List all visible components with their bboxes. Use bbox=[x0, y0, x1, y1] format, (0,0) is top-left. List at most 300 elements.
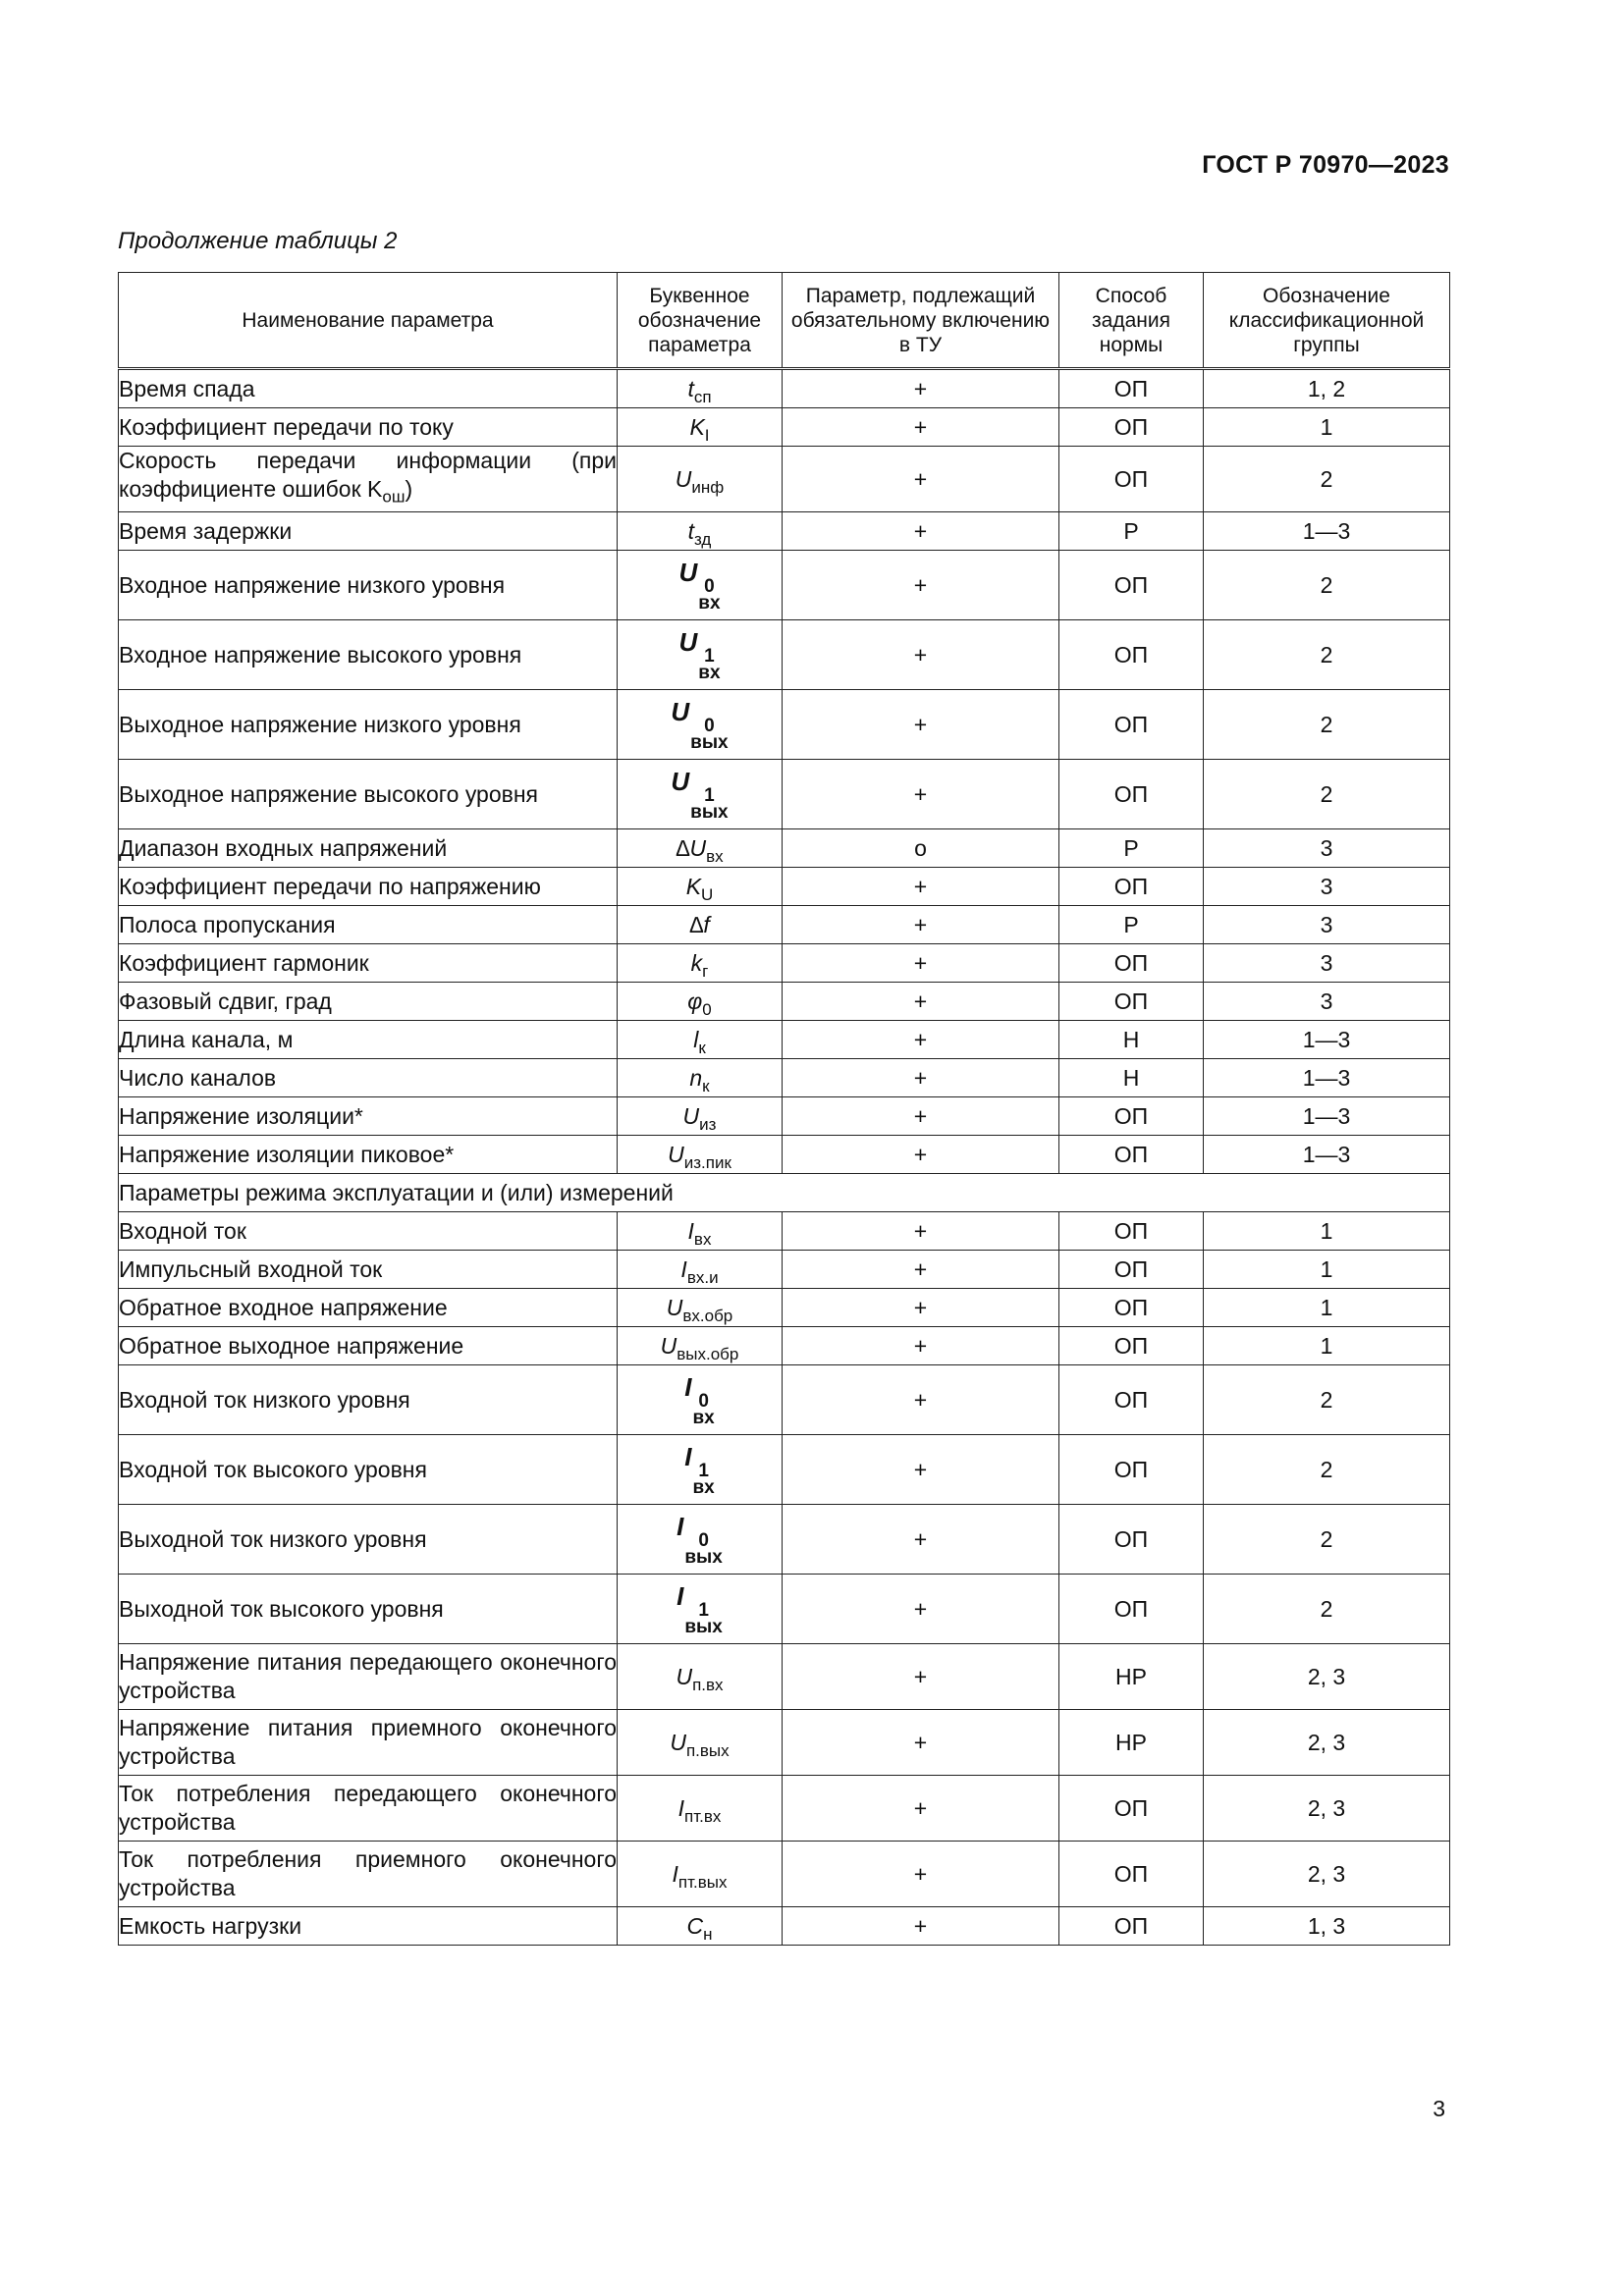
parameter-name: Емкость нагрузки bbox=[119, 1912, 302, 1939]
symbol-subscript: вх bbox=[706, 846, 724, 866]
symbol-subscript: сп bbox=[693, 387, 712, 406]
symbol-letter: I bbox=[672, 1860, 678, 1887]
letter-symbol bbox=[690, 949, 709, 981]
column-header: Наименование параметра bbox=[119, 273, 618, 369]
cell-class-group: 2, 3 bbox=[1204, 1644, 1450, 1710]
cell-norm-method: Р bbox=[1059, 512, 1204, 551]
symbol-subscript: вх.обр bbox=[682, 1306, 733, 1325]
parameter-name: Входной ток низкого уровня bbox=[119, 1386, 410, 1413]
cell-name bbox=[119, 1327, 618, 1365]
cell-symbol bbox=[618, 1289, 783, 1327]
cell-class-group: 2 bbox=[1204, 760, 1450, 829]
cell-norm-method: ОП bbox=[1059, 760, 1204, 829]
cell-class-group: 1—3 bbox=[1204, 1097, 1450, 1136]
cell-symbol bbox=[618, 690, 783, 760]
letter-symbol bbox=[676, 834, 724, 866]
cell-required: + bbox=[783, 690, 1059, 760]
parameter-name: Напряжение изоляции пиковое* bbox=[119, 1141, 455, 1167]
symbol-letter: U bbox=[678, 558, 698, 588]
cell-required: + bbox=[783, 944, 1059, 983]
symbol-subscript: вх bbox=[698, 662, 721, 683]
column-header: Параметр, подлежащий обязательному включению в ТУ bbox=[783, 273, 1059, 369]
table-row bbox=[119, 1644, 1450, 1710]
symbol-letter: I bbox=[677, 1512, 684, 1542]
cell-class-group: 1 bbox=[1204, 408, 1450, 447]
letter-symbol bbox=[666, 1294, 733, 1325]
cell-norm-method: ОП bbox=[1059, 868, 1204, 906]
letter-symbol bbox=[686, 1912, 713, 1944]
cell-symbol bbox=[618, 1776, 783, 1842]
letter-symbol bbox=[675, 465, 725, 497]
symbol-subscript: 0 bbox=[702, 999, 712, 1019]
symbol-letter: U bbox=[678, 627, 698, 658]
symbol-subscript: п.вх bbox=[692, 1675, 724, 1694]
cell-class-group: 2 bbox=[1204, 690, 1450, 760]
table-row bbox=[119, 1289, 1450, 1327]
parameter-name: Время задержки bbox=[119, 517, 293, 544]
cell-name bbox=[119, 1059, 618, 1097]
letter-symbol bbox=[687, 988, 712, 1019]
cell-class-group: 3 bbox=[1204, 944, 1450, 983]
symbol-letter: K bbox=[685, 873, 702, 899]
cell-name bbox=[119, 1710, 618, 1776]
parameter-name: Число каналов bbox=[119, 1064, 277, 1091]
cell-symbol bbox=[618, 408, 783, 447]
parameter-name: Выходное напряжение высокого уровня bbox=[119, 780, 539, 807]
symbol-letter: U bbox=[666, 1294, 683, 1320]
cell-name bbox=[119, 1907, 618, 1946]
parameter-name: Обратное входное напряжение bbox=[119, 1294, 448, 1320]
symbol-subscript: г bbox=[702, 961, 709, 981]
table-row bbox=[119, 760, 1450, 829]
symbol-subscript: пт.вх bbox=[684, 1806, 722, 1826]
cell-required: + bbox=[783, 1710, 1059, 1776]
symbol-subscript: вх bbox=[698, 592, 721, 614]
symbol-subscript: вых.обр bbox=[677, 1344, 739, 1363]
cell-required: + bbox=[783, 868, 1059, 906]
cell-required: + bbox=[783, 1505, 1059, 1575]
parameter-name: Коэффициент передачи по току bbox=[119, 413, 454, 440]
cell-required: + bbox=[783, 1097, 1059, 1136]
symbol-subscript: вых bbox=[684, 1546, 723, 1568]
parameter-name: Ток потребления приемного оконечного устройства bbox=[119, 1846, 617, 1900]
symbol-subscript: из bbox=[699, 1114, 717, 1134]
cell-symbol bbox=[618, 1251, 783, 1289]
cell-norm-method: ОП bbox=[1059, 944, 1204, 983]
parameter-name: Ток потребления передающего оконечного устройства bbox=[119, 1781, 617, 1835]
table-row bbox=[119, 620, 1450, 690]
table-row bbox=[119, 1907, 1450, 1946]
letter-symbol bbox=[684, 1442, 715, 1498]
letter-symbol bbox=[689, 413, 710, 445]
cell-symbol bbox=[618, 369, 783, 408]
column-header: Способ задания нормы bbox=[1059, 273, 1204, 369]
symbol-letter: t bbox=[687, 517, 695, 544]
symbol-letter: I bbox=[677, 1794, 684, 1821]
cell-norm-method: ОП bbox=[1059, 1842, 1204, 1907]
symbol-subscript: зд bbox=[694, 529, 712, 549]
column-header: Буквенное обозначение параметра bbox=[618, 273, 783, 369]
cell-norm-method: ОП bbox=[1059, 408, 1204, 447]
cell-symbol bbox=[618, 1710, 783, 1776]
cell-symbol bbox=[618, 1842, 783, 1907]
parameter-name: Напряжение изоляции* bbox=[119, 1102, 363, 1129]
parameters-table bbox=[118, 272, 1450, 1946]
cell-symbol bbox=[618, 1435, 783, 1505]
letter-symbol bbox=[660, 1332, 739, 1363]
symbol-subscript: вх.и bbox=[686, 1267, 719, 1287]
cell-class-group: 1 bbox=[1204, 1212, 1450, 1251]
table-row bbox=[119, 447, 1450, 512]
cell-class-group: 2 bbox=[1204, 1575, 1450, 1644]
cell-norm-method: Р bbox=[1059, 829, 1204, 868]
table-row bbox=[119, 1435, 1450, 1505]
symbol-superscript: 1 bbox=[698, 1599, 709, 1621]
table-row bbox=[119, 1710, 1450, 1776]
cell-class-group: 1, 2 bbox=[1204, 369, 1450, 408]
symbol-superscript: 0 bbox=[698, 1529, 709, 1551]
cell-norm-method: ОП bbox=[1059, 1575, 1204, 1644]
parameter-name: Напряжение питания передающего оконечного устройства bbox=[119, 1649, 617, 1703]
letter-symbol bbox=[677, 1581, 723, 1637]
table-row bbox=[119, 829, 1450, 868]
symbol-letter: l bbox=[693, 1026, 699, 1052]
cell-symbol bbox=[618, 1097, 783, 1136]
cell-required: + bbox=[783, 1327, 1059, 1365]
table-row bbox=[119, 1842, 1450, 1907]
table-row bbox=[119, 983, 1450, 1021]
symbol-superscript: 1 bbox=[704, 645, 715, 667]
letter-symbol bbox=[689, 912, 709, 937]
cell-symbol bbox=[618, 447, 783, 512]
symbol-letter: I bbox=[684, 1442, 692, 1472]
cell-symbol bbox=[618, 512, 783, 551]
symbol-letter: U bbox=[671, 697, 690, 727]
cell-class-group: 1—3 bbox=[1204, 1021, 1450, 1059]
cell-norm-method: Н bbox=[1059, 1059, 1204, 1097]
cell-class-group: 3 bbox=[1204, 906, 1450, 944]
cell-name bbox=[119, 944, 618, 983]
letter-symbol bbox=[680, 1255, 719, 1287]
letter-symbol bbox=[670, 1729, 730, 1760]
cell-norm-method: ОП bbox=[1059, 1435, 1204, 1505]
cell-name bbox=[119, 829, 618, 868]
cell-norm-method: ОП bbox=[1059, 551, 1204, 620]
parameter-name: Выходное напряжение низкого уровня bbox=[119, 711, 521, 737]
symbol-subscript: вых bbox=[690, 731, 729, 753]
table-row bbox=[119, 1251, 1450, 1289]
symbol-letter: U bbox=[668, 1141, 684, 1167]
table-caption: Продолжение таблицы 2 bbox=[118, 228, 398, 254]
cell-name bbox=[119, 1842, 618, 1907]
cell-class-group: 2 bbox=[1204, 620, 1450, 690]
cell-symbol bbox=[618, 1575, 783, 1644]
letter-symbol bbox=[687, 1217, 712, 1249]
cell-name bbox=[119, 906, 618, 944]
table-row bbox=[119, 551, 1450, 620]
cell-required: + bbox=[783, 1251, 1059, 1289]
cell-required: + bbox=[783, 1059, 1059, 1097]
symbol-subscript: п.вых bbox=[685, 1740, 730, 1760]
letter-symbol bbox=[682, 1102, 717, 1134]
cell-symbol bbox=[618, 551, 783, 620]
cell-class-group: 1—3 bbox=[1204, 1136, 1450, 1174]
symbol-letter: t bbox=[687, 375, 694, 401]
table-row bbox=[119, 1365, 1450, 1435]
section-title: Параметры режима эксплуатации и (или) измерений bbox=[119, 1174, 1450, 1212]
table-row bbox=[119, 1327, 1450, 1365]
cell-required: + bbox=[783, 551, 1059, 620]
cell-name bbox=[119, 1644, 618, 1710]
table-row bbox=[119, 690, 1450, 760]
cell-norm-method: НР bbox=[1059, 1710, 1204, 1776]
cell-required: + bbox=[783, 1289, 1059, 1327]
cell-required: + bbox=[783, 1575, 1059, 1644]
table-row bbox=[119, 1505, 1450, 1575]
letter-symbol bbox=[687, 375, 712, 406]
letter-symbol bbox=[685, 873, 714, 904]
cell-name bbox=[119, 408, 618, 447]
cell-name bbox=[119, 1435, 618, 1505]
cell-class-group: 2 bbox=[1204, 551, 1450, 620]
symbol-letter: ∆U bbox=[676, 834, 707, 861]
cell-class-group: 1, 3 bbox=[1204, 1907, 1450, 1946]
cell-required: + bbox=[783, 447, 1059, 512]
cell-class-group: 1 bbox=[1204, 1327, 1450, 1365]
cell-symbol bbox=[618, 906, 783, 944]
table-row bbox=[119, 1575, 1450, 1644]
symbol-letter: I bbox=[684, 1372, 692, 1403]
parameter-name: Фазовый сдвиг, град bbox=[119, 988, 332, 1014]
table-row bbox=[119, 906, 1450, 944]
cell-required: + bbox=[783, 1365, 1059, 1435]
letter-symbol bbox=[671, 697, 729, 753]
cell-name bbox=[119, 1505, 618, 1575]
cell-required: + bbox=[783, 1907, 1059, 1946]
cell-symbol bbox=[618, 1136, 783, 1174]
table-row bbox=[119, 369, 1450, 408]
parameter-name: Входное напряжение низкого уровня bbox=[119, 571, 506, 598]
table-row bbox=[119, 1059, 1450, 1097]
symbol-letter: I bbox=[687, 1217, 694, 1244]
symbol-letter: U bbox=[671, 767, 690, 797]
cell-name bbox=[119, 983, 618, 1021]
cell-norm-method: ОП bbox=[1059, 1289, 1204, 1327]
cell-required: + bbox=[783, 760, 1059, 829]
table-row bbox=[119, 1136, 1450, 1174]
cell-required: + bbox=[783, 1136, 1059, 1174]
parameter-name: Напряжение питания приемного оконечного устройства bbox=[119, 1715, 617, 1769]
letter-symbol bbox=[672, 1860, 728, 1892]
letter-symbol bbox=[676, 1663, 724, 1694]
letter-symbol bbox=[693, 1026, 706, 1057]
symbol-letter: U bbox=[670, 1729, 686, 1755]
cell-required: + bbox=[783, 1842, 1059, 1907]
symbol-subscript: инф bbox=[691, 477, 725, 497]
cell-required: о bbox=[783, 829, 1059, 868]
cell-name bbox=[119, 620, 618, 690]
cell-name bbox=[119, 868, 618, 906]
symbol-letter: n bbox=[689, 1064, 703, 1091]
symbol-letter: U bbox=[682, 1102, 700, 1129]
table-row bbox=[119, 944, 1450, 983]
cell-norm-method: ОП bbox=[1059, 1327, 1204, 1365]
cell-required: + bbox=[783, 369, 1059, 408]
symbol-letter: U bbox=[676, 1663, 693, 1689]
cell-class-group: 2, 3 bbox=[1204, 1842, 1450, 1907]
cell-norm-method: ОП bbox=[1059, 1097, 1204, 1136]
symbol-letter: I bbox=[677, 1581, 684, 1612]
symbol-superscript: 0 bbox=[704, 575, 715, 597]
symbol-letter: ∆f bbox=[689, 911, 710, 937]
symbol-letter: k bbox=[690, 949, 703, 976]
cell-required: + bbox=[783, 1435, 1059, 1505]
letter-symbol bbox=[677, 1794, 722, 1826]
parameter-name: Время спада bbox=[119, 375, 255, 401]
parameter-name: Обратное выходное напряжение bbox=[119, 1332, 464, 1359]
letter-symbol bbox=[687, 517, 712, 549]
parameter-name-subscript: ош bbox=[382, 487, 406, 507]
cell-symbol bbox=[618, 760, 783, 829]
cell-class-group: 2 bbox=[1204, 1365, 1450, 1435]
cell-required: + bbox=[783, 512, 1059, 551]
cell-name bbox=[119, 512, 618, 551]
parameter-name: Выходной ток высокого уровня bbox=[119, 1595, 444, 1622]
cell-norm-method: Р bbox=[1059, 906, 1204, 944]
cell-symbol bbox=[618, 868, 783, 906]
symbol-letter: U bbox=[675, 465, 692, 492]
symbol-subscript: вх bbox=[692, 1407, 715, 1428]
cell-symbol bbox=[618, 1021, 783, 1059]
cell-name bbox=[119, 1365, 618, 1435]
cell-norm-method: ОП bbox=[1059, 690, 1204, 760]
table-row bbox=[119, 1021, 1450, 1059]
parameter-name: Входное напряжение высокого уровня bbox=[119, 641, 522, 667]
cell-class-group: 2, 3 bbox=[1204, 1710, 1450, 1776]
cell-name bbox=[119, 1251, 618, 1289]
cell-name bbox=[119, 690, 618, 760]
symbol-subscript: вых bbox=[690, 801, 729, 823]
cell-name bbox=[119, 447, 618, 512]
cell-norm-method: ОП bbox=[1059, 1907, 1204, 1946]
column-header: Обозначение классификационной группы bbox=[1204, 273, 1450, 369]
cell-norm-method: ОП bbox=[1059, 1251, 1204, 1289]
cell-class-group: 1—3 bbox=[1204, 512, 1450, 551]
cell-norm-method: ОП bbox=[1059, 983, 1204, 1021]
cell-name bbox=[119, 1021, 618, 1059]
parameter-name: Коэффициент передачи по напряжению bbox=[119, 873, 541, 899]
symbol-subscript: вх bbox=[692, 1476, 715, 1498]
cell-norm-method: ОП bbox=[1059, 1776, 1204, 1842]
table-header-row bbox=[119, 273, 1450, 369]
parameter-name: Входной ток bbox=[119, 1217, 246, 1244]
cell-required: + bbox=[783, 620, 1059, 690]
symbol-subscript: вх bbox=[693, 1229, 712, 1249]
cell-class-group: 1 bbox=[1204, 1251, 1450, 1289]
table-row bbox=[119, 408, 1450, 447]
cell-required: + bbox=[783, 906, 1059, 944]
table-row bbox=[119, 512, 1450, 551]
symbol-superscript: 0 bbox=[704, 715, 715, 736]
cell-norm-method: ОП bbox=[1059, 1365, 1204, 1435]
table-row bbox=[119, 868, 1450, 906]
section-row bbox=[119, 1174, 1450, 1212]
cell-norm-method: ОП bbox=[1059, 1136, 1204, 1174]
cell-required: + bbox=[783, 1212, 1059, 1251]
cell-required: + bbox=[783, 983, 1059, 1021]
letter-symbol bbox=[668, 1141, 731, 1172]
symbol-superscript: 1 bbox=[704, 784, 715, 806]
parameter-name: Длина канала, м bbox=[119, 1026, 294, 1052]
cell-symbol bbox=[618, 1212, 783, 1251]
cell-name bbox=[119, 1097, 618, 1136]
cell-symbol bbox=[618, 620, 783, 690]
parameter-name-tail: ) bbox=[405, 476, 413, 503]
symbol-subscript: к bbox=[698, 1038, 706, 1057]
cell-symbol bbox=[618, 1505, 783, 1575]
letter-symbol bbox=[678, 627, 721, 683]
table-row bbox=[119, 1212, 1450, 1251]
symbol-subscript: н bbox=[703, 1924, 713, 1944]
cell-class-group: 2 bbox=[1204, 447, 1450, 512]
parameter-name: Полоса пропускания bbox=[119, 911, 336, 937]
cell-symbol bbox=[618, 944, 783, 983]
cell-symbol bbox=[618, 1644, 783, 1710]
symbol-subscript: пт.вых bbox=[677, 1872, 728, 1892]
page-number: 3 bbox=[1433, 2096, 1445, 2121]
cell-required: + bbox=[783, 1021, 1059, 1059]
document-code: ГОСТ Р 70970—2023 bbox=[1202, 151, 1449, 179]
cell-norm-method: НР bbox=[1059, 1644, 1204, 1710]
symbol-letter: U bbox=[660, 1332, 677, 1359]
cell-class-group: 3 bbox=[1204, 829, 1450, 868]
cell-symbol bbox=[618, 983, 783, 1021]
cell-required: + bbox=[783, 1644, 1059, 1710]
symbol-subscript: I bbox=[704, 425, 710, 445]
symbol-letter: φ bbox=[687, 988, 703, 1014]
symbol-letter: C bbox=[686, 1912, 704, 1939]
letter-symbol bbox=[684, 1372, 715, 1428]
symbol-subscript: из.пик bbox=[683, 1152, 731, 1172]
cell-class-group: 2 bbox=[1204, 1505, 1450, 1575]
symbol-subscript: к bbox=[702, 1076, 710, 1095]
cell-name bbox=[119, 551, 618, 620]
parameter-name: Входной ток высокого уровня bbox=[119, 1456, 427, 1482]
cell-name bbox=[119, 1776, 618, 1842]
letter-symbol bbox=[671, 767, 729, 823]
cell-class-group: 3 bbox=[1204, 983, 1450, 1021]
letter-symbol bbox=[689, 1064, 710, 1095]
cell-class-group: 1 bbox=[1204, 1289, 1450, 1327]
cell-symbol bbox=[618, 829, 783, 868]
symbol-letter: I bbox=[680, 1255, 687, 1282]
cell-norm-method: ОП bbox=[1059, 1505, 1204, 1575]
cell-norm-method: ОП bbox=[1059, 1212, 1204, 1251]
cell-class-group: 2, 3 bbox=[1204, 1776, 1450, 1842]
parameter-name: Импульсный входной ток bbox=[119, 1255, 383, 1282]
symbol-subscript: вых bbox=[684, 1616, 723, 1637]
symbol-letter: K bbox=[689, 413, 705, 440]
cell-norm-method: ОП bbox=[1059, 620, 1204, 690]
letter-symbol bbox=[677, 1512, 723, 1568]
cell-name bbox=[119, 1136, 618, 1174]
cell-class-group: 2 bbox=[1204, 1435, 1450, 1505]
symbol-superscript: 0 bbox=[698, 1390, 709, 1412]
cell-class-group: 1—3 bbox=[1204, 1059, 1450, 1097]
cell-name bbox=[119, 1575, 618, 1644]
cell-name bbox=[119, 369, 618, 408]
parameter-name: Скорость передачи информации (при коэффициенте ошибок K bbox=[119, 448, 617, 503]
